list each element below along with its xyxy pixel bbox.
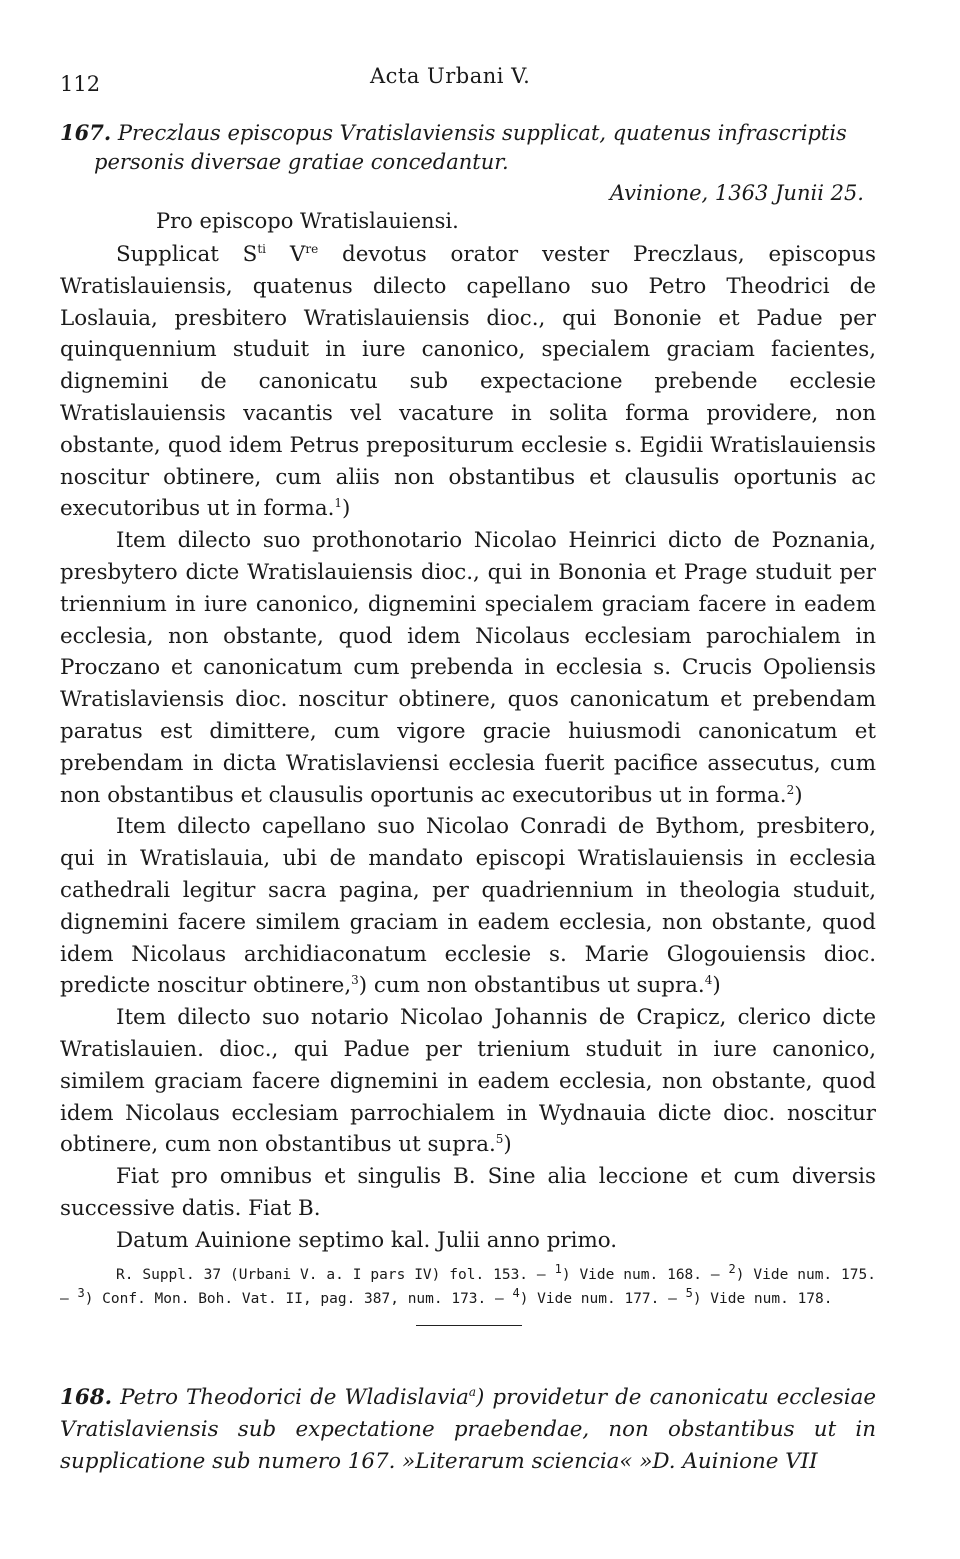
paragraph-6: Datum Auinione septimo kal. Julii anno primo. — [116, 1227, 618, 1253]
document-168-heading: 168. Petro Theodorici de Wladislavia$^a$) providetur de canonicatu ecclesiae Vratislaviensis sub expectatione praebendae, non obstantibus ut in supplicatione sub numero 167. »Literarum sciencia« »D. Auinione VII — [60, 1384, 876, 1474]
paragraph-4: Item dilecto suo notario Nicolao Johannis de Crapicz, clerico dicte Wratislauien. dioc., qui Padue per trienium studuit in iure canonico, similem graciam facere dignemini in eadem ecclesia, non obstante, quod idem Nicolaus ecclesiam parrochialem in Wydnauia dicte dioc. noscitur obtinere, cum non obstantibus ut supra.$^5$) — [60, 1005, 876, 1158]
addressee-line: Pro episcopo Wratislauiensi. — [156, 209, 459, 233]
document-number: 167. — [60, 120, 112, 145]
section-divider — [416, 1325, 522, 1326]
paragraph-1: Supplicat $S^{ti}$ Vre devotus orator vester Preczlaus, episcopus Wratislauiensis, quatenus dilecto capellano suo Petro Theodrici de Loslauia, presbitero Wratislauiensis dioc., qui Bononie et Padue per quinquennium studuit in iure canonico, specialem graciam facientes, dignemini de canonicatu sub expectacione prebende ecclesie Wratislauiensis vacantis vel vacature in solita forma providere, non obstante, quod idem Petrus prepositurum ecclesie s. Egidii Wratislauiensis noscitur obtinere, cum aliis non obstantibus et clausulis oportunis ac executoribus ut in forma.$^1$) — [60, 241, 877, 522]
page-number: 112 — [60, 72, 101, 96]
paragraph-5: Fiat pro omnibus et singulis B. Sine alia leccione et cum diversis successive datis. Fiat B. — [60, 1164, 876, 1221]
paragraph-3: Item dilecto capellano suo Nicolao Conradi de Bythom, presbitero, qui in Wratislauia, ubi de mandato episcopi Wratislauiensis in ecclesia cathedrali legitur sacra pagina, per quadriennium in theologia studuit, dignemini facere similem graciam in eadem ecclesia, non obstante, quod idem Nicolaus archidiaconatum ecclesie s. Marie Glogouiensis dioc. predicte noscitur obtinere,$^3$) cum non obstantibus ut supra.$^4$) — [60, 814, 876, 999]
document-summary: Preczlaus episcopus Vratislaviensis supplicat, quatenus infrascriptis personis diversae gratiae concedantur. — [94, 121, 847, 174]
footnote-text: R. Suppl. 37 (Urbani V. a. I pars IV) fol. 153. — $^1$) Vide num. 168. — $^2$) Vide num. 175. — $^3$) Conf. Mon. Boh. Vat. II, pag. 387, num. 173. — $^4$) Vide num. 177. — $^5$) Vide num. 178. — [60, 1261, 876, 1307]
running-title: Acta Urbani V. — [370, 64, 531, 88]
footnote-ref: 3 — [351, 973, 359, 988]
document-167-heading — [60, 118, 876, 177]
footnote-ref: 5 — [495, 1132, 504, 1147]
footnote-ref: a — [468, 1384, 476, 1399]
footnote-ref: 4 — [704, 973, 713, 988]
footnote-ref: 1 — [334, 496, 343, 511]
paragraph-2: Item dilecto suo prothonotario Nicolao Heinrici dicto de Poznania, presbytero dicte Wratislauiensis dioc., qui in Bononia et Prage studuit per triennium in iure canonico, dignemini specialem graciam facere in eadem ecclesia, non obstante, quod idem Nicolaus ecclesiam parochialem in Proczano et canonicatum cum prebenda in ecclesia s. Crucis Opoliensis Wratislaviensis dioc. noscitur obtinere, quos canonicatum et prebendam paratus est dimittere, cum vigore gracie huiusmodi canonicatum et prebendam in dicta Wratislaviensi ecclesia fuerit pacifice assecutus, cum non obstantibus et clausulis oportunis ac executoribus ut in forma.$^2$) — [60, 528, 876, 808]
footnotes — [60, 1263, 876, 1311]
document-number: 168. — [60, 1384, 113, 1410]
page-header — [60, 56, 876, 96]
document-body — [60, 239, 876, 1257]
footnote-ref: 2 — [786, 782, 795, 797]
document-date: Avinione, 1363 Junii 25. — [609, 181, 864, 205]
